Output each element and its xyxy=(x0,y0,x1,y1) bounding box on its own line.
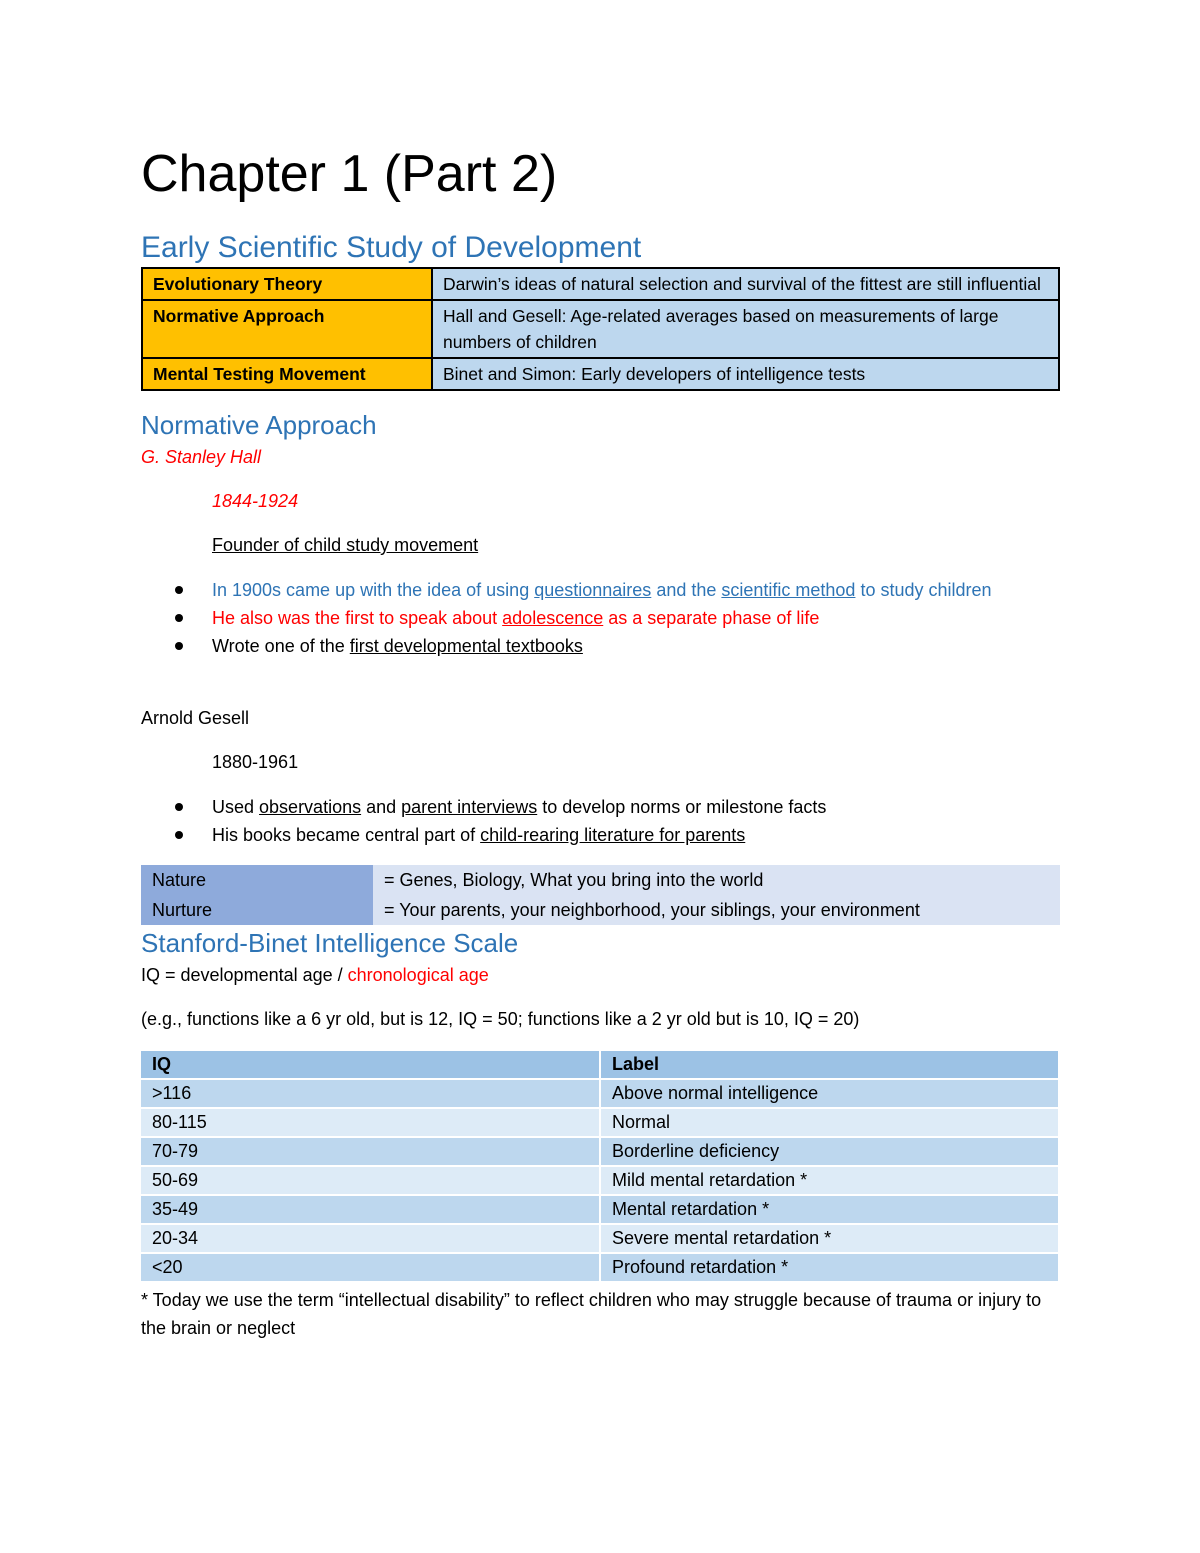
bullet-text: to develop norms or milestone facts xyxy=(537,797,827,817)
list-item xyxy=(141,604,1041,632)
table-value-cell: = Genes, Biology, What you bring into the world xyxy=(373,865,1060,895)
underlined-term: questionnaires xyxy=(534,580,652,600)
list-item xyxy=(141,793,1041,821)
bullet-icon xyxy=(175,831,183,839)
table-row xyxy=(141,1109,1058,1136)
underlined-term: parent interviews xyxy=(401,797,538,817)
table-key-cell: Normative Approach xyxy=(142,300,432,358)
page-title: Chapter 1 (Part 2) xyxy=(141,145,558,203)
iq-label-cell: Mental retardation * xyxy=(601,1196,1058,1223)
iq-label-cell: Profound retardation * xyxy=(601,1254,1058,1281)
table-row xyxy=(141,1167,1058,1194)
column-header: IQ xyxy=(141,1051,601,1078)
section-heading-normative: Normative Approach xyxy=(141,410,377,440)
iq-range-cell: 70-79 xyxy=(141,1138,601,1165)
table-row xyxy=(141,1196,1058,1223)
table-row xyxy=(142,300,1059,358)
table-value-cell: = Your parents, your neighborhood, your siblings, your environment xyxy=(373,895,1060,925)
bullet-text: Used xyxy=(212,797,260,817)
hall-years: 1844-1924 xyxy=(212,491,299,511)
bullet-text: Wrote one of the xyxy=(212,636,350,656)
table-row xyxy=(141,1225,1058,1252)
table-row xyxy=(142,268,1059,300)
bullet-text: and the xyxy=(651,580,722,600)
table-row xyxy=(141,1254,1058,1281)
hall-bullet-list xyxy=(141,576,1041,660)
bullet-text: as a separate phase of life xyxy=(603,608,820,628)
underlined-term: observations xyxy=(259,797,362,817)
bullet-text: His books became central part of xyxy=(212,825,481,845)
table-key-cell: Nurture xyxy=(141,895,373,925)
column-header: Label xyxy=(601,1051,1058,1078)
table-value-cell: Darwin’s ideas of natural selection and survival of the fittest are still influential xyxy=(432,268,1059,300)
table-row xyxy=(141,895,1060,925)
gesell-bullet-list xyxy=(141,793,1041,849)
bullet-text: He also was the first to speak about xyxy=(212,608,503,628)
hall-name: G. Stanley Hall xyxy=(141,447,262,467)
iq-label-cell: Borderline deficiency xyxy=(601,1138,1058,1165)
iq-table xyxy=(141,1049,1058,1283)
bullet-icon xyxy=(175,614,183,622)
formula-highlight: chronological age xyxy=(347,965,489,985)
table-row xyxy=(141,1138,1058,1165)
table-header-row xyxy=(141,1051,1058,1078)
underlined-term: scientific method xyxy=(721,580,856,600)
iq-range-cell: <20 xyxy=(141,1254,601,1281)
table-value-cell: Binet and Simon: Early developers of intelligence tests xyxy=(432,358,1059,390)
formula-text: IQ = developmental age / xyxy=(141,965,348,985)
early-study-table xyxy=(141,267,1060,391)
iq-range-cell: >116 xyxy=(141,1080,601,1107)
bullet-icon xyxy=(175,642,183,650)
iq-range-cell: 35-49 xyxy=(141,1196,601,1223)
underlined-term: adolescence xyxy=(502,608,604,628)
section-heading-early: Early Scientific Study of Development xyxy=(141,231,642,264)
iq-label-cell: Normal xyxy=(601,1109,1058,1136)
list-item xyxy=(141,576,1041,604)
bullet-text: and xyxy=(361,797,402,817)
section-heading-stanford: Stanford-Binet Intelligence Scale xyxy=(141,928,519,958)
footnote: * Today we use the term “intellectual disability” to reflect children who may struggle because of trauma or injury to the brain or neglect xyxy=(141,1290,1042,1338)
iq-formula xyxy=(141,961,489,989)
list-item xyxy=(141,632,1041,660)
bullet-icon xyxy=(175,586,183,594)
table-row xyxy=(141,1080,1058,1107)
table-row xyxy=(142,358,1059,390)
table-value-cell: Hall and Gesell: Age-related averages based on measurements of large numbers of children xyxy=(432,300,1059,358)
iq-example: (e.g., functions like a 6 yr old, but is 12, IQ = 50; functions like a 2 yr old but is 10, IQ = 20) xyxy=(141,1009,860,1029)
bullet-text: In 1900s came up with the idea of using xyxy=(212,580,535,600)
hall-role: Founder of child study movement xyxy=(212,535,479,555)
underlined-term: first developmental textbooks xyxy=(349,636,583,656)
iq-range-cell: 80-115 xyxy=(141,1109,601,1136)
bullet-text: to study children xyxy=(855,580,992,600)
table-key-cell: Mental Testing Movement xyxy=(142,358,432,390)
iq-range-cell: 20-34 xyxy=(141,1225,601,1252)
iq-label-cell: Above normal intelligence xyxy=(601,1080,1058,1107)
nature-nurture-table xyxy=(141,865,1060,925)
table-key-cell: Nature xyxy=(141,865,373,895)
table-key-cell: Evolutionary Theory xyxy=(142,268,432,300)
underlined-term: child-rearing literature for parents xyxy=(480,825,746,845)
list-item xyxy=(141,821,1041,849)
gesell-name: Arnold Gesell xyxy=(141,708,250,728)
table-row xyxy=(141,865,1060,895)
iq-label-cell: Mild mental retardation * xyxy=(601,1167,1058,1194)
gesell-years: 1880-1961 xyxy=(212,752,299,772)
iq-label-cell: Severe mental retardation * xyxy=(601,1225,1058,1252)
iq-range-cell: 50-69 xyxy=(141,1167,601,1194)
bullet-icon xyxy=(175,803,183,811)
